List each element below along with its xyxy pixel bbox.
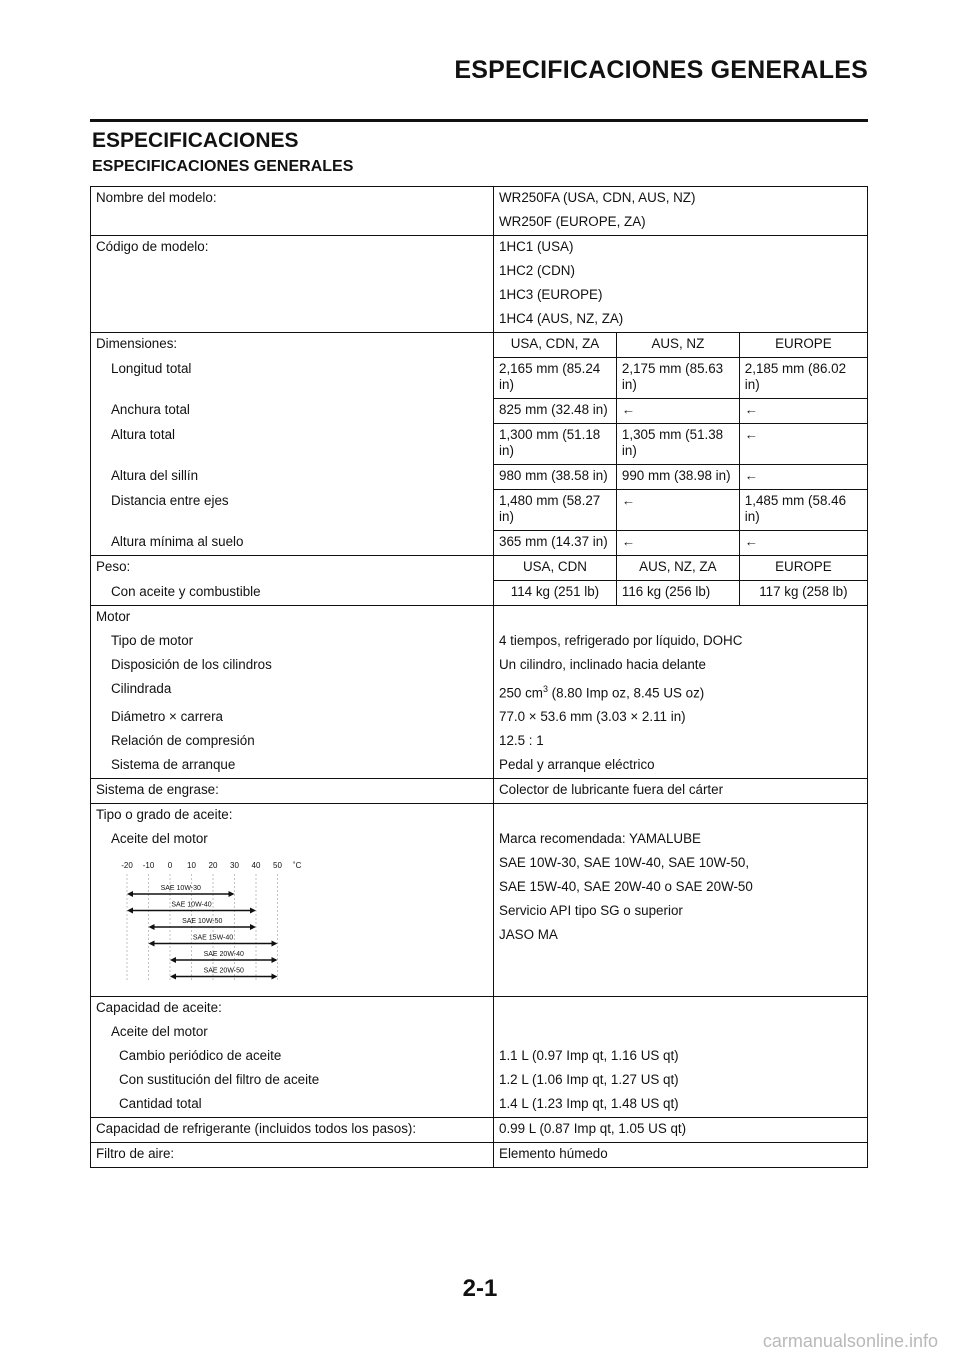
overall-length-value: 2,165 mm (85.24 in) xyxy=(494,358,617,399)
chart-tick-label: 40 xyxy=(251,861,261,871)
oil-capacity-label: Capacidad de aceite: xyxy=(91,997,494,1022)
dimensions-col-header: AUS, NZ xyxy=(616,333,739,358)
wet-weight-value: 114 kg (251 lb) xyxy=(494,581,617,606)
overall-width-value: ← xyxy=(739,399,867,424)
air-filter-value: Elemento húmedo xyxy=(494,1143,868,1168)
chart-arrow-left xyxy=(149,941,155,947)
chart-arrow-right xyxy=(272,974,278,980)
starting-system-value: Pedal y arranque eléctrico xyxy=(494,754,868,779)
wheelbase-value: 1,480 mm (58.27 in) xyxy=(494,490,617,531)
bore-stroke-value: 77.0 × 53.6 mm (3.03 × 2.11 in) xyxy=(494,706,868,730)
overall-length-value: 2,185 mm (86.02 in) xyxy=(739,358,867,399)
chart-arrow-left xyxy=(149,924,155,930)
chart-tick-label: -20 xyxy=(121,861,133,871)
ground-clearance-value: 365 mm (14.37 in) xyxy=(494,531,617,556)
overall-height-label: Altura total xyxy=(91,424,494,465)
air-filter-label: Filtro de aire: xyxy=(91,1143,494,1168)
spec-table xyxy=(90,186,868,1168)
watermark: carmanualsonline.info xyxy=(762,1331,938,1351)
chart-tick-label: 50 xyxy=(273,861,282,871)
seat-height-value: ← xyxy=(739,465,867,490)
chart-unit-label: ˚C xyxy=(293,861,302,871)
dimensions-col-header: EUROPE xyxy=(739,333,867,358)
engine-label: Motor xyxy=(91,606,494,631)
chart-tick-label: 20 xyxy=(208,861,218,871)
chart-arrow-right xyxy=(250,908,256,914)
chart-arrow-left xyxy=(170,974,176,980)
model-code-value: 1HC3 (EUROPE) xyxy=(494,284,868,308)
oil-grade-value: Marca recomendada: YAMALUBE xyxy=(494,828,868,852)
periodic-change-value: 1.1 L (0.97 Imp qt, 1.16 US qt) xyxy=(494,1045,868,1069)
total-amount-value: 1.4 L (1.23 Imp qt, 1.48 US qt) xyxy=(494,1093,868,1118)
engine-type-label: Tipo de motor xyxy=(91,630,494,654)
cylinder-layout-label: Disposición de los cilindros xyxy=(91,654,494,678)
chart-series-label: SAE 15W-40 xyxy=(192,934,234,942)
model-name-value: WR250FA (USA, CDN, AUS, NZ) xyxy=(494,187,868,212)
section-title: ESPECIFICACIONES xyxy=(92,129,299,152)
seat-height-value: 980 mm (38.58 in) xyxy=(494,465,617,490)
overall-width-label: Anchura total xyxy=(91,399,494,424)
wheelbase-value: ← xyxy=(616,490,739,531)
seat-height-value: 990 mm (38.98 in) xyxy=(616,465,739,490)
overall-height-value: ← xyxy=(739,424,867,465)
wet-weight-value: 117 kg (258 lb) xyxy=(739,581,867,606)
overall-width-value: 825 mm (32.48 in) xyxy=(494,399,617,424)
periodic-change-label: Cambio periódico de aceite xyxy=(91,1045,494,1069)
wet-weight-value: 116 kg (256 lb) xyxy=(616,581,739,606)
displacement-value: 250 $cm^3$ (8.80 Imp oz, 8.45 US oz) xyxy=(494,678,868,706)
ground-clearance-value: ← xyxy=(739,531,867,556)
chart-tick-label: -10 xyxy=(142,861,155,871)
wheelbase-label: Distancia entre ejes xyxy=(91,490,494,531)
ground-clearance-value: ← xyxy=(616,531,739,556)
chart-arrow-right xyxy=(250,924,256,930)
weight-col-header: EUROPE xyxy=(739,556,867,581)
oil-grade-value: SAE 10W-30, SAE 10W-40, SAE 10W-50, xyxy=(494,852,868,876)
oil-grade-value: JASO MA xyxy=(494,924,868,948)
oil-grade-value: SAE 15W-40, SAE 20W-40 o SAE 20W-50 xyxy=(494,876,868,900)
chart-arrow-left xyxy=(127,908,133,914)
filter-change-label: Con sustitución del filtro de aceite xyxy=(91,1069,494,1093)
model-code-value: 1HC4 (AUS, NZ, ZA) xyxy=(494,308,868,333)
lubrication-value: Colector de lubricante fuera del cárter xyxy=(494,779,868,804)
weight-label: Peso: xyxy=(91,556,494,581)
oil-grade-label: Tipo o grado de aceite: xyxy=(91,804,494,829)
chart-series-label: SAE 20W-50 xyxy=(203,967,244,975)
chart-arrow-left xyxy=(127,891,133,897)
model-code-label: Código de modelo: xyxy=(91,236,494,261)
weight-col-header: AUS, NZ, ZA xyxy=(616,556,739,581)
chart-series-label: SAE 10W-30 xyxy=(160,885,201,893)
engine-type-value: 4 tiempos, refrigerado por líquido, DOHC xyxy=(494,630,868,654)
coolant-capacity-value: 0.99 L (0.87 Imp qt, 1.05 US qt) xyxy=(494,1118,868,1143)
subsection-title: ESPECIFICACIONES GENERALES xyxy=(92,158,354,175)
engine-oil-label: Aceite del motor xyxy=(91,828,494,852)
header-divider xyxy=(90,119,868,122)
chart-tick-label: 10 xyxy=(187,861,196,871)
oil-viscosity-chart-cell xyxy=(91,852,494,997)
starting-system-label: Sistema de arranque xyxy=(91,754,494,779)
wet-weight-label: Con aceite y combustible xyxy=(91,581,494,606)
overall-height-value: 1,300 mm (51.18 in) xyxy=(494,424,617,465)
model-name-value: WR250F (EUROPE, ZA) xyxy=(494,211,868,236)
page-header-title: ESPECIFICACIONES GENERALES xyxy=(454,56,868,84)
chart-arrow-right xyxy=(272,957,278,963)
total-amount-label: Cantidad total xyxy=(91,1093,494,1118)
dimensions-label: Dimensiones: xyxy=(91,333,494,358)
lubrication-label: Sistema de engrase: xyxy=(91,779,494,804)
overall-width-value: ← xyxy=(616,399,739,424)
compression-ratio-label: Relación de compresión xyxy=(91,730,494,754)
bore-stroke-label: Diámetro × carrera xyxy=(91,706,494,730)
weight-col-header: USA, CDN xyxy=(494,556,617,581)
chart-series-label: SAE 10W-40 xyxy=(171,901,212,909)
chart-series-label: SAE 20W-40 xyxy=(203,951,244,959)
seat-height-label: Altura del sillín xyxy=(91,465,494,490)
dimensions-col-header: USA, CDN, ZA xyxy=(494,333,617,358)
wheelbase-value: 1,485 mm (58.46 in) xyxy=(739,490,867,531)
engine-oil-label: Aceite del motor xyxy=(91,1021,494,1045)
overall-length-label: Longitud total xyxy=(91,358,494,399)
ground-clearance-label: Altura mínima al suelo xyxy=(91,531,494,556)
chart-tick-label: 0 xyxy=(167,861,173,871)
page-number: 2-1 xyxy=(462,1275,498,1302)
oil-viscosity-chart xyxy=(117,856,337,986)
chart-arrow-right xyxy=(272,941,278,947)
chart-arrow-right xyxy=(229,891,235,897)
chart-series-label: SAE 10W-50 xyxy=(182,918,223,926)
model-code-value: 1HC2 (CDN) xyxy=(494,260,868,284)
cylinder-layout-value: Un cilindro, inclinado hacia delante xyxy=(494,654,868,678)
filter-change-value: 1.2 L (1.06 Imp qt, 1.27 US qt) xyxy=(494,1069,868,1093)
oil-grade-value: Servicio API tipo SG o superior xyxy=(494,900,868,924)
overall-height-value: 1,305 mm (51.38 in) xyxy=(616,424,739,465)
chart-arrow-left xyxy=(170,957,176,963)
model-name-label: Nombre del modelo: xyxy=(91,187,494,212)
coolant-capacity-label: Capacidad de refrigerante (incluidos todos los pasos): xyxy=(91,1118,494,1143)
compression-ratio-value: 12.5 : 1 xyxy=(494,730,868,754)
model-code-value: 1HC1 (USA) xyxy=(494,236,868,261)
displacement-label: Cilindrada xyxy=(91,678,494,706)
overall-length-value: 2,175 mm (85.63 in) xyxy=(616,358,739,399)
chart-tick-label: 30 xyxy=(230,861,239,871)
